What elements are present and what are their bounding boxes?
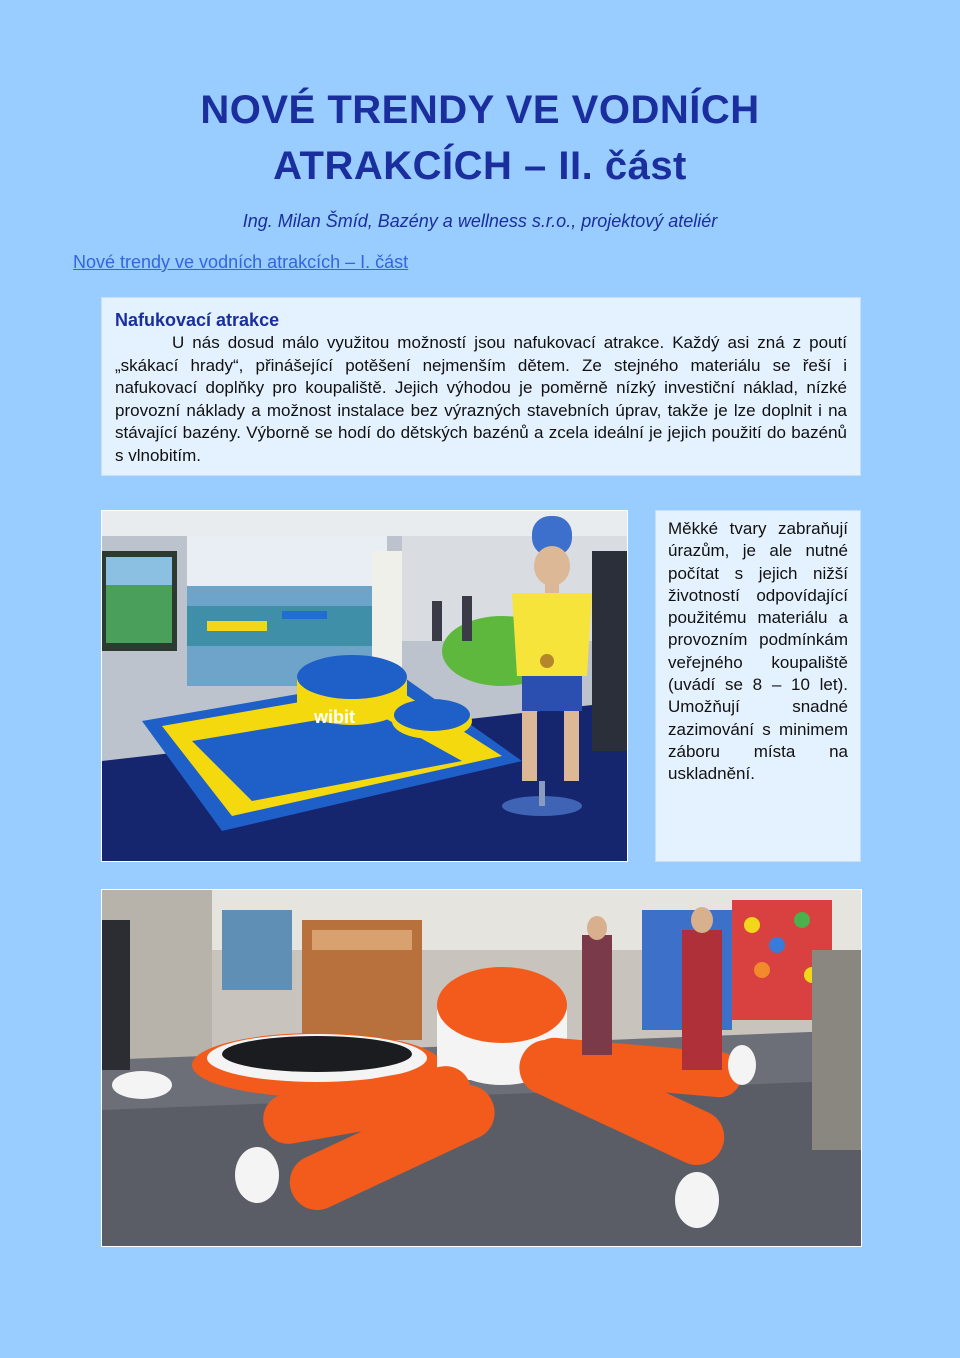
intro-box (101, 297, 861, 476)
section-heading: Nafukovací atrakce (115, 310, 280, 330)
photo-brand-label: wibit (314, 707, 355, 727)
photo-inflatable-booth-graphic (102, 511, 627, 861)
side-text-box (655, 510, 861, 862)
photo-star-inflatable (101, 889, 862, 1247)
title-line-2: ATRAKCÍCH – II. část (273, 144, 687, 188)
previous-part-link[interactable]: Nové trendy ve vodních atrakcích – I. část (73, 252, 409, 272)
intro-paragraph: U nás dosud málo využitou možností jsou nafukovací atrakce. Každý asi zná z poutí „skákací hrady“, přinášející potěšení nejmenším dětem. Ze stejného materiálu se řeší i nafukovací doplňky pro koupaliště. Jejich výhodou je poměrně nízký investiční náklad, nízké provozní náklady a možnost instalace bez výrazných stavebních úprav, takže je lze doplnit i na stávající bazény. Výborně se hodí do dětských bazénů a zcela ideální je jejich použití do bazénů s vlnobitím. (115, 333, 847, 465)
side-paragraph: Měkké tvary zabraňují úrazům, je ale nutné počítat s jejich nižší životností odpovídající použitému materiálu a provozním podmínkám veřejného koupaliště (uvádí se 8 – 10 let). Umožňují snadné zazimování s minimem záboru místa na uskladnění. (668, 519, 848, 784)
title-line-1: NOVÉ TRENDY VE VODNÍCH (200, 88, 760, 132)
article-title (0, 82, 960, 194)
author-line: Ing. Milan Šmíd, Bazény a wellness s.r.o., projektový ateliér (242, 211, 718, 231)
photo-star-inflatable-graphic (102, 890, 861, 1246)
photo-inflatable-booth (101, 510, 628, 862)
